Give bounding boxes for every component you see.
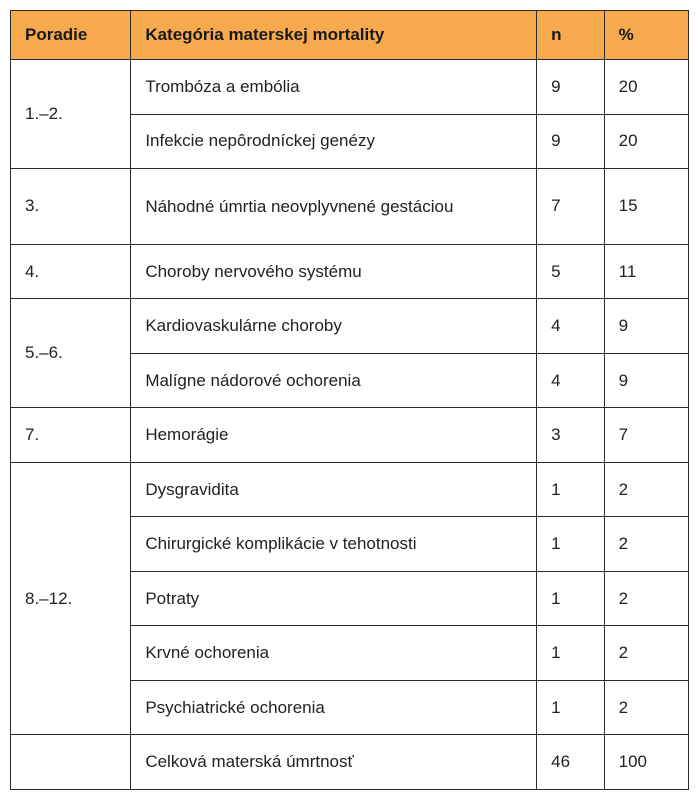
table-row (11, 735, 689, 790)
table-row (11, 462, 689, 517)
percent-cell: 20 (604, 114, 688, 169)
n-cell: 1 (537, 626, 604, 681)
n-cell: 3 (537, 408, 604, 463)
category-cell: Psychiatrické ochorenia (131, 680, 537, 735)
n-cell: 1 (537, 680, 604, 735)
category-cell: Celková materská úmrtnosť (131, 735, 537, 790)
category-cell: Malígne nádorové ochorenia (131, 353, 537, 408)
header-category: Kategória materskej mortality (131, 11, 537, 60)
percent-cell: 2 (604, 462, 688, 517)
percent-cell: 100 (604, 735, 688, 790)
percent-cell: 2 (604, 680, 688, 735)
header-percent: % (604, 11, 688, 60)
table-row (11, 60, 689, 115)
maternal-mortality-table (10, 10, 689, 790)
percent-cell: 7 (604, 408, 688, 463)
header-n: n (537, 11, 604, 60)
percent-cell: 20 (604, 60, 688, 115)
percent-cell: 15 (604, 169, 688, 245)
table-row (11, 299, 689, 354)
category-cell: Kardiovaskulárne choroby (131, 299, 537, 354)
rank-cell: 1.–2. (11, 60, 131, 169)
category-cell: Chirurgické komplikácie v tehotnosti (131, 517, 537, 572)
rank-cell: 5.–6. (11, 299, 131, 408)
category-cell: Potraty (131, 571, 537, 626)
n-cell: 7 (537, 169, 604, 245)
table-row (11, 244, 689, 299)
table-body (11, 60, 689, 790)
rank-cell: 8.–12. (11, 462, 131, 735)
percent-cell: 9 (604, 353, 688, 408)
rank-cell: 7. (11, 408, 131, 463)
n-cell: 1 (537, 462, 604, 517)
n-cell: 4 (537, 299, 604, 354)
header-rank: Poradie (11, 11, 131, 60)
table-row (11, 408, 689, 463)
rank-cell (11, 735, 131, 790)
n-cell: 1 (537, 571, 604, 626)
category-cell: Dysgravidita (131, 462, 537, 517)
n-cell: 9 (537, 60, 604, 115)
percent-cell: 2 (604, 626, 688, 681)
category-cell: Trombóza a embólia (131, 60, 537, 115)
percent-cell: 11 (604, 244, 688, 299)
n-cell: 1 (537, 517, 604, 572)
category-cell: Choroby nervového systému (131, 244, 537, 299)
percent-cell: 9 (604, 299, 688, 354)
rank-cell: 4. (11, 244, 131, 299)
category-cell: Krvné ochorenia (131, 626, 537, 681)
category-cell: Náhodné úmrtia neovplyvnené gestáciou (131, 169, 537, 245)
n-cell: 9 (537, 114, 604, 169)
rank-cell: 3. (11, 169, 131, 245)
percent-cell: 2 (604, 517, 688, 572)
n-cell: 4 (537, 353, 604, 408)
n-cell: 5 (537, 244, 604, 299)
n-cell: 46 (537, 735, 604, 790)
category-cell: Infekcie nepôrodníckej genézy (131, 114, 537, 169)
header-row (11, 11, 689, 60)
percent-cell: 2 (604, 571, 688, 626)
table-header (11, 11, 689, 60)
category-cell: Hemorágie (131, 408, 537, 463)
table-row (11, 169, 689, 245)
